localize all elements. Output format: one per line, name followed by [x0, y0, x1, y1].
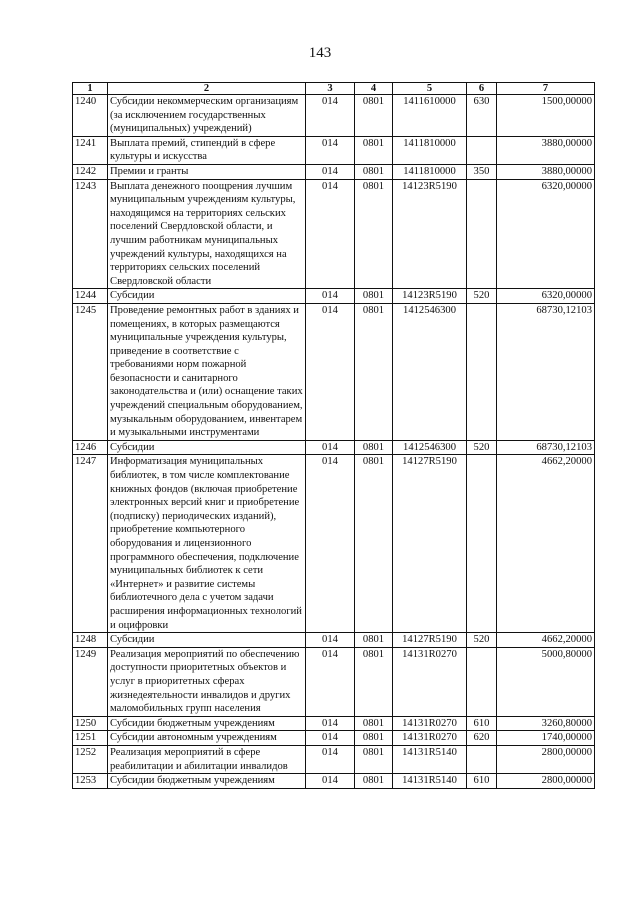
row-number-cell: 1248	[73, 633, 108, 648]
table-row	[73, 647, 595, 716]
code-section-cell: 0801	[355, 716, 393, 731]
item-name-cell: Субсидии автономным учреждениям	[108, 731, 306, 746]
amount-cell: 68730,12103	[497, 303, 595, 440]
code-section-cell: 0801	[355, 164, 393, 179]
code-section-cell: 0801	[355, 289, 393, 304]
header-row	[73, 83, 595, 95]
table-row	[73, 179, 595, 289]
code-department-cell: 014	[306, 136, 355, 164]
code-section-cell: 0801	[355, 633, 393, 648]
row-number-cell: 1242	[73, 164, 108, 179]
item-name-cell: Проведение ремонтных работ в зданиях и помещениях, в которых размещаются муниципальные учреждения культуры, приведение в соответствие с требованиями норм пожарной безопасности и санитарного законодательства и (или) оснащение таких учреждений специальным оборудованием, музыкальным оборудованием, инвентарем и музыкальными инструментами	[108, 303, 306, 440]
amount-cell: 3260,80000	[497, 716, 595, 731]
table-row	[73, 774, 595, 789]
row-number-cell: 1250	[73, 716, 108, 731]
amount-cell: 68730,12103	[497, 440, 595, 455]
row-number-cell: 1249	[73, 647, 108, 716]
item-name-cell: Субсидии	[108, 440, 306, 455]
table-row	[73, 303, 595, 440]
row-number-cell: 1241	[73, 136, 108, 164]
amount-cell: 3880,00000	[497, 164, 595, 179]
code-target-cell: 1412546300	[393, 303, 467, 440]
code-target-cell: 14131R5140	[393, 774, 467, 789]
code-section-cell: 0801	[355, 303, 393, 440]
column-header: 6	[467, 83, 497, 95]
code-department-cell: 014	[306, 440, 355, 455]
code-expense-type-cell: 630	[467, 95, 497, 137]
page-number: 143	[308, 45, 332, 61]
row-number-cell: 1244	[73, 289, 108, 304]
code-target-cell: 14123R5190	[393, 179, 467, 289]
code-section-cell: 0801	[355, 647, 393, 716]
code-expense-type-cell: 350	[467, 164, 497, 179]
column-header: 7	[497, 83, 595, 95]
item-name-cell: Информатизация муниципальных библиотек, в том числе комплектование книжных фондов (включая приобретение электронных версий книг и приобретение (подписку) периодических изданий), приобретение компьютерного оборудования и лицензионного программного обеспечения, подключение муниципальных библиотек к сети «Интернет» и развитие системы библиотечного дела с учетом задачи расширения информационных технологий и оцифровки	[108, 455, 306, 633]
code-department-cell: 014	[306, 289, 355, 304]
column-header: 3	[306, 83, 355, 95]
item-name-cell: Реализация мероприятий в сфере реабилитации и абилитации инвалидов	[108, 745, 306, 773]
code-department-cell: 014	[306, 303, 355, 440]
code-section-cell: 0801	[355, 731, 393, 746]
code-section-cell: 0801	[355, 455, 393, 633]
row-number-cell: 1252	[73, 745, 108, 773]
code-department-cell: 014	[306, 164, 355, 179]
item-name-cell: Субсидии бюджетным учреждениям	[108, 774, 306, 789]
code-expense-type-cell	[467, 647, 497, 716]
code-section-cell: 0801	[355, 774, 393, 789]
table-row	[73, 716, 595, 731]
code-target-cell: 14123R5190	[393, 289, 467, 304]
item-name-cell: Выплата премий, стипендий в сфере культуры и искусства	[108, 136, 306, 164]
table-row	[73, 745, 595, 773]
amount-cell: 1500,00000	[497, 95, 595, 137]
code-expense-type-cell: 620	[467, 731, 497, 746]
amount-cell: 4662,20000	[497, 455, 595, 633]
code-target-cell: 1412546300	[393, 440, 467, 455]
table-row	[73, 633, 595, 648]
budget-table	[72, 82, 595, 789]
code-expense-type-cell	[467, 179, 497, 289]
item-name-cell: Премии и гранты	[108, 164, 306, 179]
amount-cell: 2800,00000	[497, 745, 595, 773]
code-expense-type-cell: 520	[467, 289, 497, 304]
code-department-cell: 014	[306, 455, 355, 633]
code-section-cell: 0801	[355, 745, 393, 773]
item-name-cell: Субсидии некоммерческим организациям (за исключением государственных (муниципальных) учреждений)	[108, 95, 306, 137]
code-target-cell: 14131R0270	[393, 647, 467, 716]
row-number-cell: 1253	[73, 774, 108, 789]
item-name-cell: Выплата денежного поощрения лучшим муниципальным учреждениям культуры, находящимся на территориях сельских поселений Свердловской области, и лучшим работникам муниципальных учреждений культуры, находящихся на территориях сельских поселений Свердловской области	[108, 179, 306, 289]
code-target-cell: 14131R0270	[393, 731, 467, 746]
code-department-cell: 014	[306, 633, 355, 648]
amount-cell: 4662,20000	[497, 633, 595, 648]
code-section-cell: 0801	[355, 440, 393, 455]
table-row	[73, 95, 595, 137]
row-number-cell: 1246	[73, 440, 108, 455]
table-row	[73, 289, 595, 304]
amount-cell: 3880,00000	[497, 136, 595, 164]
code-expense-type-cell	[467, 745, 497, 773]
code-expense-type-cell	[467, 303, 497, 440]
row-number-cell: 1245	[73, 303, 108, 440]
table-row	[73, 164, 595, 179]
amount-cell: 2800,00000	[497, 774, 595, 789]
code-target-cell: 14127R5190	[393, 633, 467, 648]
code-department-cell: 014	[306, 647, 355, 716]
code-department-cell: 014	[306, 745, 355, 773]
code-expense-type-cell: 520	[467, 440, 497, 455]
row-number-cell: 1243	[73, 179, 108, 289]
item-name-cell: Субсидии	[108, 633, 306, 648]
code-department-cell: 014	[306, 716, 355, 731]
table-row	[73, 136, 595, 164]
code-department-cell: 014	[306, 731, 355, 746]
code-department-cell: 014	[306, 774, 355, 789]
code-target-cell: 14131R0270	[393, 716, 467, 731]
code-target-cell: 14127R5190	[393, 455, 467, 633]
item-name-cell: Реализация мероприятий по обеспечению доступности приоритетных объектов и услуг в приоритетных сферах жизнедеятельности инвалидов и других маломобильных групп населения	[108, 647, 306, 716]
code-expense-type-cell	[467, 136, 497, 164]
row-number-cell: 1247	[73, 455, 108, 633]
table-row	[73, 731, 595, 746]
code-target-cell: 1411610000	[393, 95, 467, 137]
table-row	[73, 440, 595, 455]
table-row	[73, 455, 595, 633]
row-number-cell: 1251	[73, 731, 108, 746]
row-number-cell: 1240	[73, 95, 108, 137]
column-header: 5	[393, 83, 467, 95]
table-body	[73, 95, 595, 789]
item-name-cell: Субсидии бюджетным учреждениям	[108, 716, 306, 731]
code-expense-type-cell	[467, 455, 497, 633]
code-section-cell: 0801	[355, 136, 393, 164]
amount-cell: 5000,80000	[497, 647, 595, 716]
column-header: 1	[73, 83, 108, 95]
column-header: 2	[108, 83, 306, 95]
code-target-cell: 1411810000	[393, 136, 467, 164]
code-section-cell: 0801	[355, 95, 393, 137]
code-department-cell: 014	[306, 95, 355, 137]
code-expense-type-cell: 520	[467, 633, 497, 648]
code-section-cell: 0801	[355, 179, 393, 289]
code-target-cell: 14131R5140	[393, 745, 467, 773]
code-department-cell: 014	[306, 179, 355, 289]
code-expense-type-cell: 610	[467, 774, 497, 789]
code-target-cell: 1411810000	[393, 164, 467, 179]
column-header: 4	[355, 83, 393, 95]
amount-cell: 1740,00000	[497, 731, 595, 746]
amount-cell: 6320,00000	[497, 179, 595, 289]
code-expense-type-cell: 610	[467, 716, 497, 731]
amount-cell: 6320,00000	[497, 289, 595, 304]
item-name-cell: Субсидии	[108, 289, 306, 304]
